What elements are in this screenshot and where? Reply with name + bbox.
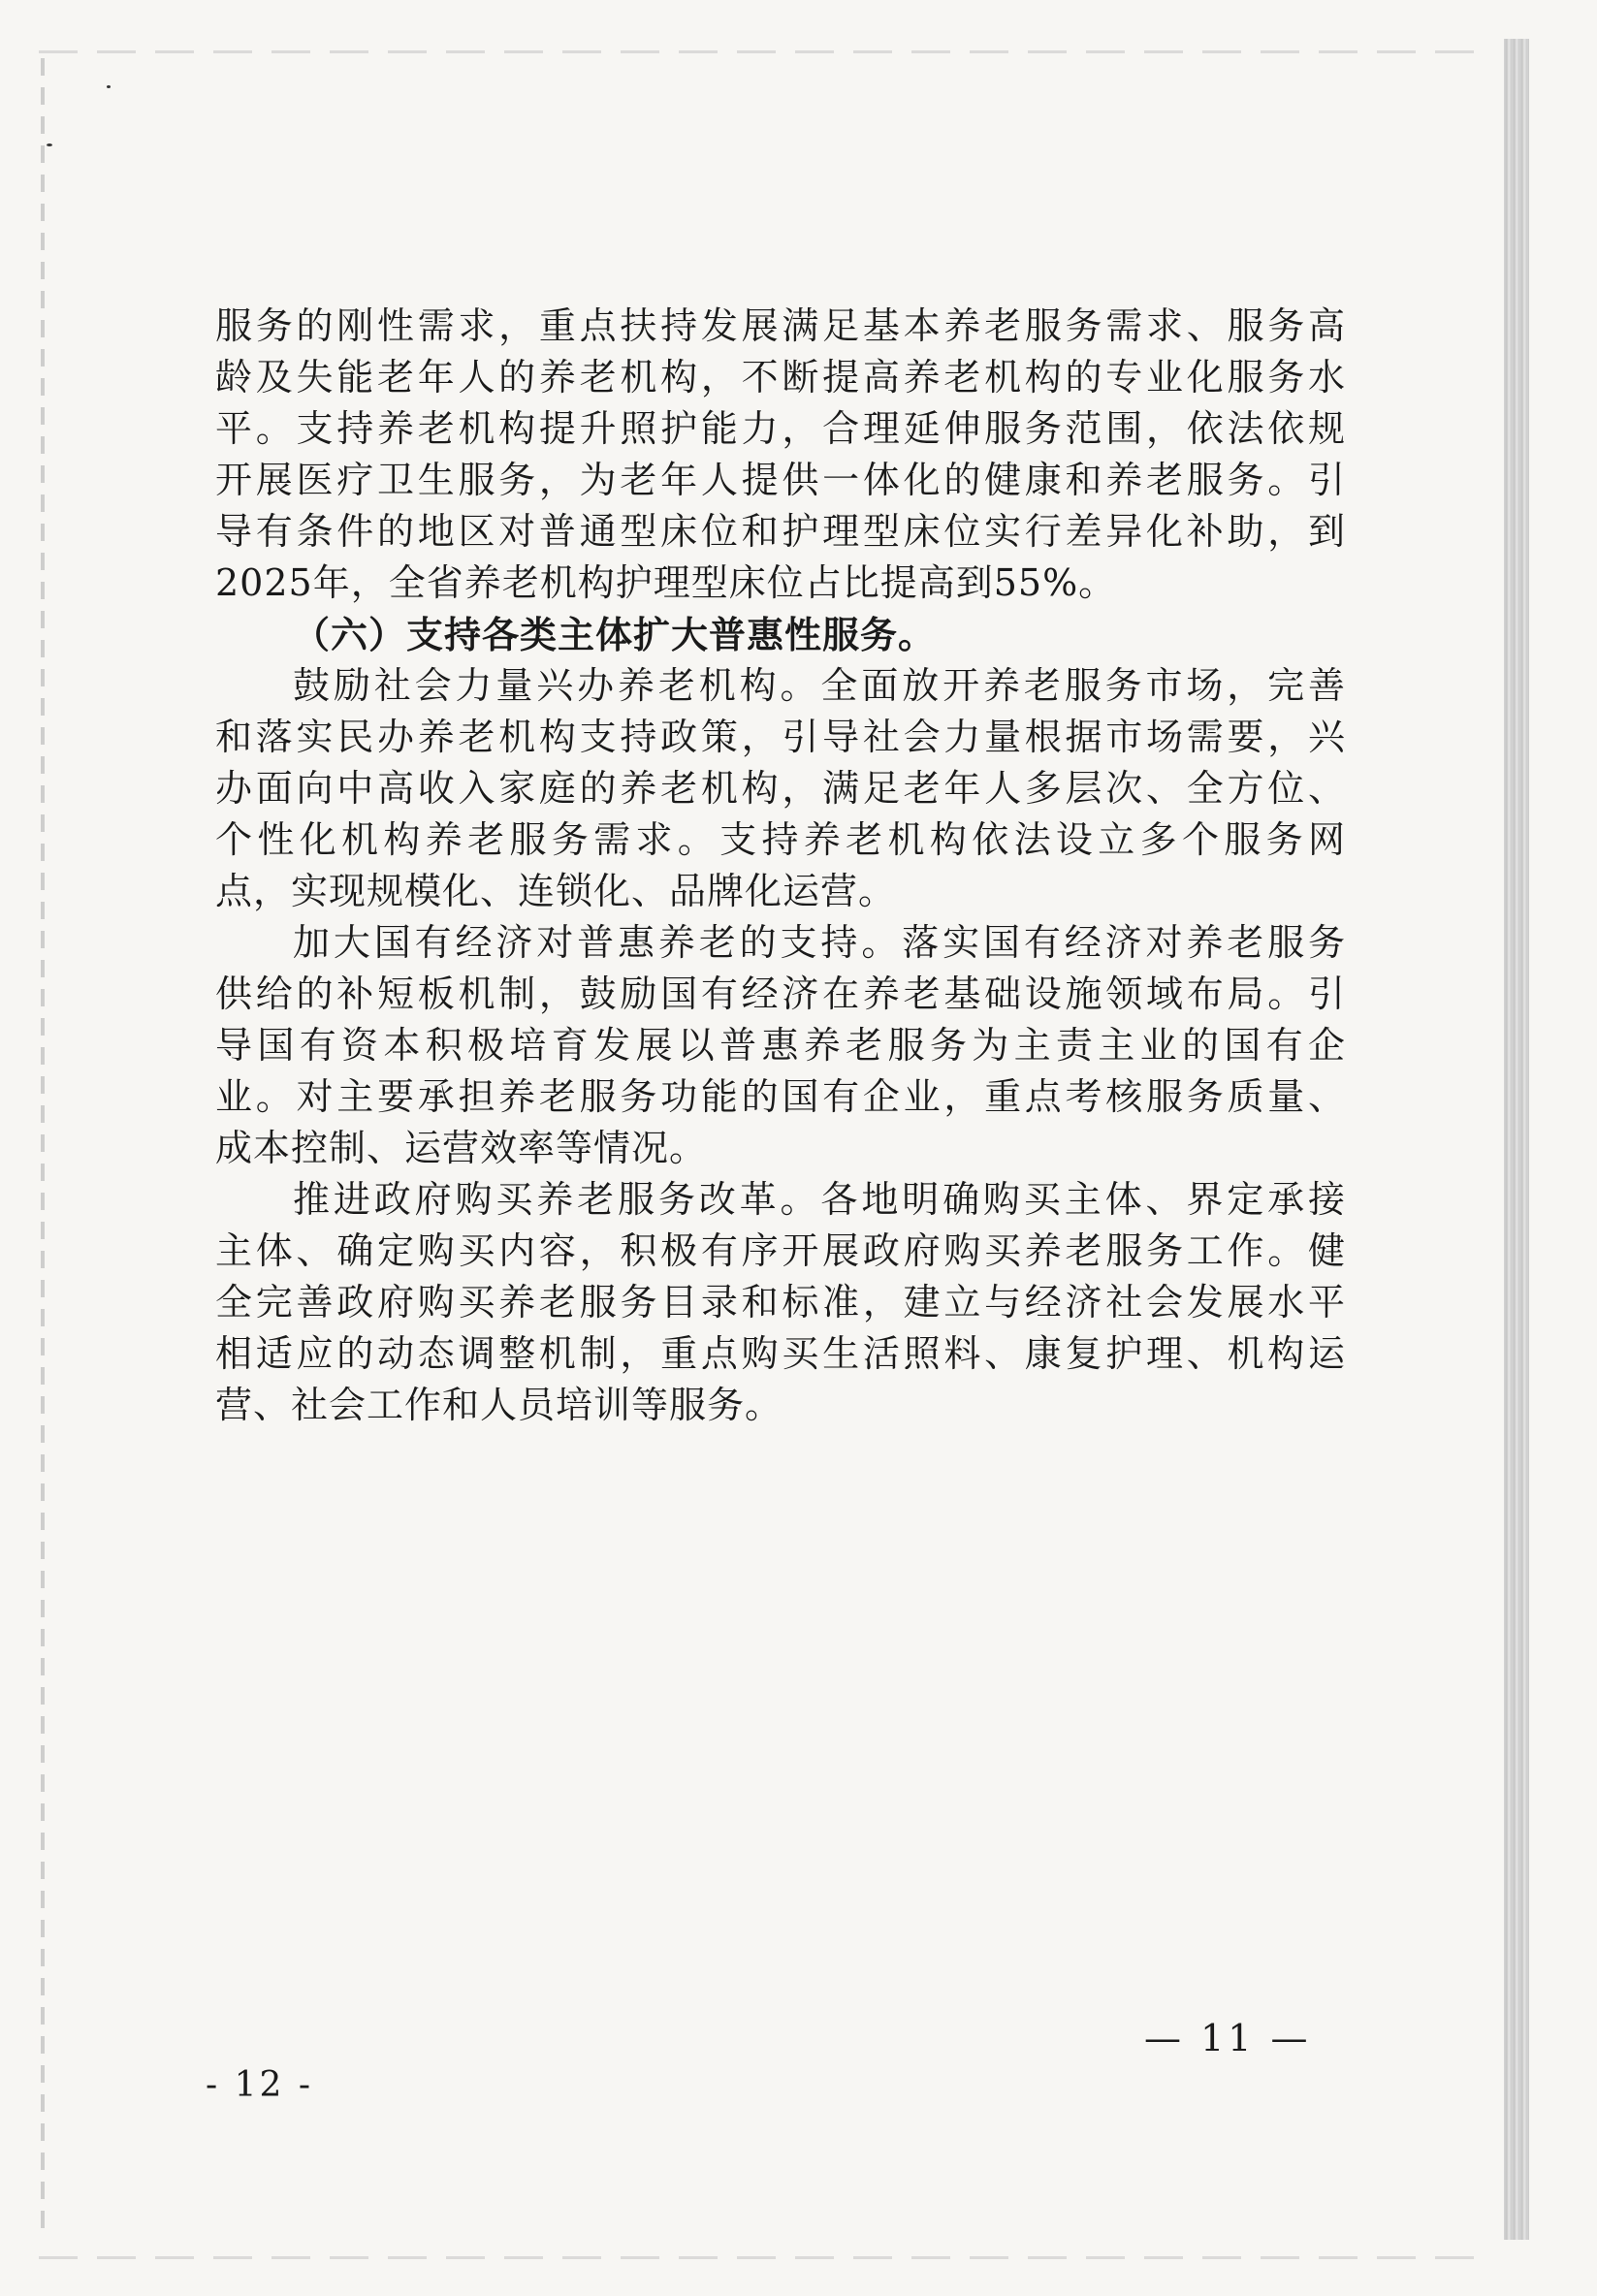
paragraph-line: 平。支持养老机构提升照护能力，合理延伸服务范围，依法依规 <box>215 407 1346 450</box>
paragraph-line: 营、社会工作和人员培训等服务。 <box>215 1384 783 1426</box>
paragraph-line: 推进政府购买养老服务改革。各地明确购买主体、界定承接 <box>293 1178 1346 1221</box>
paragraph-line: 全完善政府购买养老服务目录和标准，建立与经济社会发展水平 <box>215 1281 1346 1323</box>
paragraph-line: 导有条件的地区对普通型床位和护理型床位实行差异化补助，到 <box>215 510 1346 553</box>
printed-page-number: — 11 — <box>1144 2017 1312 2059</box>
paragraph-line: 导国有资本积极培育发展以普惠养老服务为主责主业的国有企 <box>215 1024 1346 1067</box>
scan-page-number: - 12 - <box>206 2065 314 2105</box>
scan-speck <box>107 85 111 88</box>
paragraph-line: 服务的刚性需求，重点扶持发展满足基本养老服务需求、服务高 <box>215 304 1346 347</box>
paragraph-line: 业。对主要承担养老服务功能的国有企业，重点考核服务质量、 <box>215 1075 1346 1118</box>
paragraph-line: 成本控制、运营效率等情况。 <box>215 1127 708 1169</box>
section-heading: （六）支持各类主体扩大普惠性服务。 <box>293 613 937 656</box>
paragraph-line: 龄及失能老年人的养老机构，不断提高养老机构的专业化服务水 <box>215 356 1346 399</box>
paragraph-line: 鼓励社会力量兴办养老机构。全面放开养老服务市场，完善 <box>293 664 1346 707</box>
scan-binding-shadow <box>1504 39 1529 2240</box>
scan-border-bottom <box>39 2256 1493 2259</box>
paragraph-line: 个性化机构养老服务需求。支持养老机构依法设立多个服务网 <box>215 818 1346 861</box>
paragraph-line: 供给的补短板机制，鼓励国有经济在养老基础设施领域布局。引 <box>215 973 1346 1015</box>
scan-border-left <box>41 58 45 2240</box>
paragraph-line: 相适应的动态调整机制，重点购买生活照料、康复护理、机构运 <box>215 1332 1346 1375</box>
paragraph-line: 办面向中高收入家庭的养老机构，满足老年人多层次、全方位、 <box>215 767 1346 810</box>
paragraph-line: 开展医疗卫生服务，为老年人提供一体化的健康和养老服务。引 <box>215 459 1346 501</box>
paragraph-line: 加大国有经济对普惠养老的支持。落实国有经济对养老服务 <box>293 921 1346 964</box>
paragraph-line: 主体、确定购买内容，积极有序开展政府购买养老服务工作。健 <box>215 1229 1346 1272</box>
paragraph-line: 点，实现规模化、连锁化、品牌化运营。 <box>215 870 897 912</box>
scan-speck <box>47 144 52 146</box>
paragraph-line: 和落实民办养老机构支持政策，引导社会力量根据市场需要，兴 <box>215 716 1346 758</box>
document-body <box>215 301 1346 1431</box>
scan-border-top <box>39 50 1493 53</box>
paragraph-line: 2025年，全省养老机构护理型床位占比提高到55%。 <box>215 561 1117 604</box>
